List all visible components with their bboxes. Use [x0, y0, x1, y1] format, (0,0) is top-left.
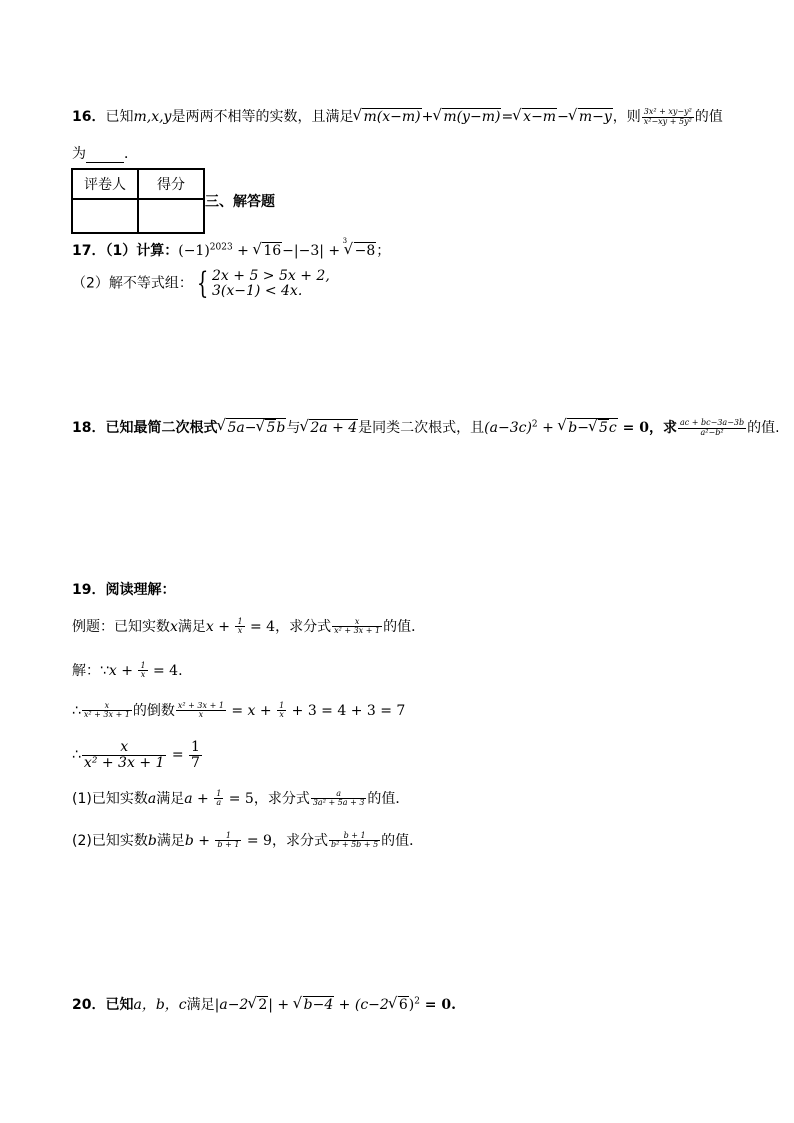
denominator: x² + 3x + 1 — [334, 626, 381, 636]
brace: { — [196, 266, 209, 301]
radicand: m(x−m) — [363, 109, 421, 125]
radicand: b− — [568, 420, 589, 436]
radical — [249, 996, 268, 1014]
operator: + — [421, 109, 434, 125]
denominator: x — [198, 710, 204, 720]
question-title: 19．阅读理解： — [72, 582, 176, 598]
expression: = 4，求分式 — [245, 618, 332, 635]
exponent: 2 — [414, 996, 420, 1007]
numerator: 1 — [279, 701, 285, 710]
numerator: x — [82, 702, 132, 711]
numerator: x — [82, 740, 166, 756]
text: 解：∵ — [72, 662, 109, 679]
denominator: a²−b² — [700, 427, 724, 437]
expression: + 3 = 4 + 3 = 7 — [287, 702, 406, 719]
expression: (−1) — [178, 243, 210, 259]
fraction — [277, 702, 286, 720]
fraction — [215, 832, 241, 850]
expression: = 0，求 — [617, 420, 677, 436]
text: 的值 — [694, 109, 723, 125]
numerator: b + 1 — [329, 832, 380, 841]
question-number: 18．已知最简二次根式 — [72, 420, 218, 436]
question-18 — [72, 418, 780, 437]
numerator: 1 — [140, 661, 146, 670]
fraction — [138, 662, 147, 680]
question-16 — [72, 108, 723, 126]
fraction — [214, 790, 223, 808]
text: 已知 — [105, 109, 134, 125]
text: 的值. — [747, 420, 780, 436]
fraction — [82, 740, 166, 770]
text: 是同类二次根式，且 — [358, 420, 485, 436]
expression: = 4. — [148, 662, 183, 679]
numerator: a — [311, 790, 367, 799]
answer-blank[interactable] — [86, 150, 124, 163]
fraction — [311, 790, 367, 808]
denominator: x — [140, 670, 146, 680]
text: 满足 — [156, 832, 185, 849]
question-19-example — [72, 618, 425, 636]
expression: (a−3c) — [484, 420, 532, 436]
text: 为 — [72, 146, 86, 162]
fraction — [678, 419, 746, 437]
denominator: a — [216, 798, 222, 808]
question-16-answer-line — [72, 146, 138, 163]
fraction — [82, 702, 132, 720]
variables: m,x,y — [133, 109, 172, 125]
radicand: 2 — [258, 997, 268, 1013]
numerator: 3x² + xy−y² — [643, 107, 692, 117]
radicand: 16 — [263, 243, 282, 259]
operator: = — [501, 109, 514, 125]
denominator: x²−xy + 5y² — [643, 116, 692, 126]
fraction — [642, 108, 694, 126]
operator: + — [232, 243, 254, 259]
text: ∴ — [72, 747, 81, 764]
expression: | + — [268, 997, 294, 1013]
score-cell[interactable] — [138, 199, 204, 233]
section-title: 三、解答题 — [205, 194, 275, 210]
numerator: x² + 3x + 1 — [177, 701, 224, 710]
radical — [295, 996, 335, 1014]
text: （2）解不等式组： — [72, 275, 193, 292]
text: 与 — [286, 420, 301, 436]
text: 满足 — [156, 790, 185, 807]
expression: + (c−2 — [334, 997, 389, 1013]
text: 的值． — [383, 618, 426, 635]
inequality-2: 3(x−1) < 4x. — [212, 283, 303, 299]
expression: −|−3| + — [282, 243, 345, 259]
denominator: b² + 5b + 5 — [330, 840, 379, 850]
radicand: −8 — [354, 243, 376, 259]
radicand: m(y−m) — [443, 109, 501, 125]
denominator: 7 — [191, 754, 200, 771]
question-19-part1 — [72, 790, 409, 808]
radical — [570, 108, 613, 126]
operator: = — [167, 747, 189, 764]
denominator: x² + 3x + 1 — [83, 710, 130, 720]
radical — [559, 418, 617, 437]
radical — [218, 418, 286, 437]
radical — [354, 108, 421, 126]
radicand: 2a + 4 — [310, 420, 358, 436]
radicand: m−y — [578, 109, 612, 125]
text: 的值． — [381, 832, 424, 849]
question-19-solution-1 — [72, 662, 183, 680]
fraction — [329, 832, 380, 850]
denominator: b + 1 — [217, 840, 240, 850]
exponent: 2023 — [209, 242, 233, 253]
score-header: 得分 — [138, 169, 204, 199]
expression: = 9，求分式 — [242, 832, 328, 849]
text: ． — [124, 146, 138, 162]
text: 满足 — [186, 997, 215, 1013]
expression: x + — [108, 662, 138, 679]
radical — [301, 419, 358, 437]
score-table — [71, 168, 205, 234]
radical — [434, 108, 501, 126]
text: (2)已知实数 — [72, 832, 148, 849]
radicand: 5 — [598, 420, 608, 436]
numerator: 1 — [191, 739, 200, 755]
radicand: c — [608, 420, 617, 436]
question-19-solution-3 — [72, 740, 203, 770]
grader-cell[interactable] — [72, 199, 138, 233]
text: 的值． — [367, 790, 410, 807]
numerator: 1 — [237, 617, 243, 626]
radicand: x−m — [523, 109, 557, 125]
operator: − — [557, 109, 569, 125]
denominator: x² + 3x + 1 — [83, 754, 165, 771]
text: ； — [376, 243, 391, 259]
radicand: 6 — [398, 997, 408, 1013]
text: 满足 — [177, 618, 206, 635]
inequality-1: 2x + 5 > 5x + 2, — [212, 268, 330, 284]
radicand: 5 — [266, 420, 276, 436]
text: 是两两不相等的实数，且满足 — [171, 109, 354, 125]
inequality-system — [212, 269, 330, 299]
radical — [590, 419, 609, 437]
radicand: b — [276, 420, 286, 436]
denominator: x — [237, 626, 243, 636]
question-number: 16． — [72, 109, 106, 125]
question-19-part2 — [72, 832, 423, 850]
exponent: 2 — [531, 419, 538, 430]
denominator: 3a² + 5a + 3 — [312, 798, 365, 808]
cube-root — [342, 237, 377, 260]
fraction — [189, 740, 202, 770]
radicand: 5a− — [227, 420, 257, 436]
numerator: 1 — [216, 789, 222, 798]
text: 的倒数 — [132, 702, 175, 719]
expression: ) — [408, 997, 415, 1013]
question-number: 20．已知 — [72, 997, 134, 1013]
expression: |a−2 — [214, 997, 249, 1013]
expression: x + — [205, 618, 235, 635]
expression: = x + — [226, 702, 277, 719]
fraction — [176, 702, 226, 720]
question-19-solution-2 — [72, 702, 405, 720]
question-17-part1 — [72, 237, 391, 260]
radicand: b−4 — [303, 997, 334, 1013]
operator: + — [537, 420, 559, 436]
expression: = 0. — [419, 997, 457, 1013]
expression: a + — [184, 790, 214, 807]
variable: b — [147, 832, 157, 849]
question-19-title — [72, 582, 175, 599]
expression: b + — [184, 832, 215, 849]
root-index: √ 3 — [342, 237, 348, 245]
expression: = 5，求分式 — [224, 790, 310, 807]
fraction — [332, 618, 382, 636]
grader-header: 评卷人 — [72, 169, 138, 199]
radical — [514, 108, 557, 126]
text: ∴ — [72, 702, 81, 719]
numerator: x — [332, 618, 382, 627]
question-17-part2 — [72, 266, 330, 301]
text: 例题：已知实数 — [72, 618, 170, 635]
numerator: 1 — [215, 832, 241, 841]
radical — [254, 242, 282, 260]
variables: a，b，c — [133, 997, 187, 1013]
denominator: x — [279, 710, 284, 720]
fraction — [235, 618, 244, 636]
text: (1)已知实数 — [72, 790, 148, 807]
variable: a — [147, 790, 157, 807]
variable: x — [170, 618, 178, 635]
question-20 — [72, 996, 456, 1014]
text: ，则 — [612, 109, 641, 125]
numerator: ac + bc−3a−3b — [679, 418, 745, 428]
radical — [390, 996, 409, 1014]
question-number: 17．（1）计算： — [72, 243, 179, 259]
radical — [257, 419, 276, 437]
